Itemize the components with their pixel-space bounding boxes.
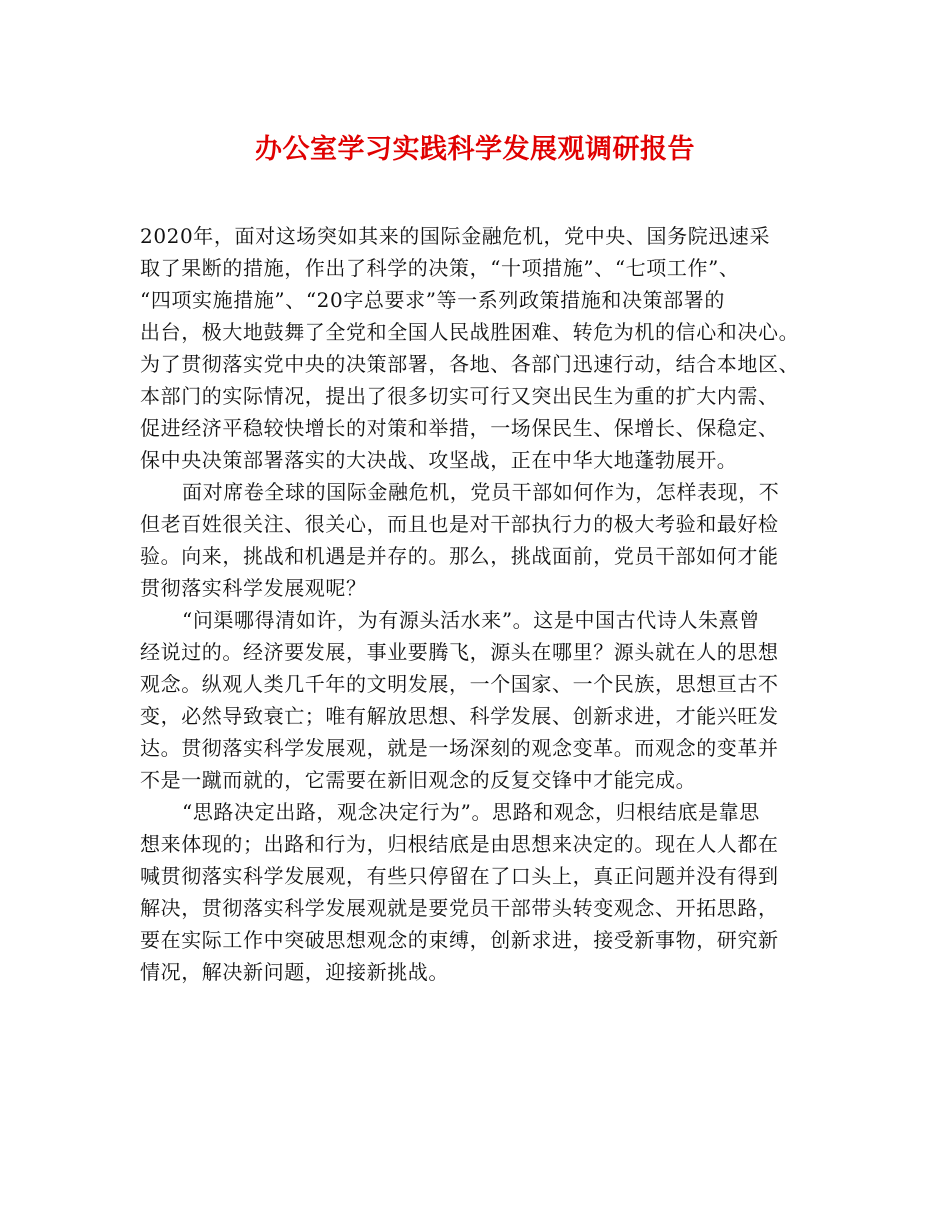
paragraph-line: 但老百姓很关注、很关心，而且也是对干部执行力的极大考验和最好检 [140,512,779,536]
paragraph-line: 本部门的实际情况，提出了很多切实可行又突出民生为重的扩大内需、 [140,384,779,408]
paragraph-line: 解决，贯彻落实科学发展观就是要党员干部带头转变观念、开拓思路， [140,896,779,920]
paragraph-1 [140,220,825,476]
paragraph-line: 想来体现的；出路和行为，归根结底是由思想来决定的。现在人人都在 [140,832,779,856]
paragraph-line: 情况，解决新问题，迎接新挑战。 [140,960,449,984]
paragraph-2 [140,476,825,604]
paragraph-line: 喊贯彻落实科学发展观，有些只停留在了口头上，真正问题并没有得到 [140,864,779,888]
paragraph-line: 出台，极大地鼓舞了全党和全国人民战胜困难、转危为机的信心和决心。 [140,320,800,344]
paragraph-line: “问渠哪得清如许，为有源头活水来”。这是中国古代诗人朱熹曾 [182,608,760,632]
document-body [140,220,825,988]
paragraph-line: 取了果断的措施，作出了科学的决策，“十项措施”、“七项工作”、 [140,256,740,280]
paragraph-line: 变，必然导致衰亡；唯有解放思想、科学发展、创新求进，才能兴旺发 [140,704,779,728]
paragraph-line: 观念。纵观人类几千年的文明发展，一个国家、一个民族，思想亘古不 [140,672,779,696]
paragraph-line: 验。向来，挑战和机遇是并存的。那么，挑战面前，党员干部如何才能 [140,544,779,568]
document-title: 办公室学习实践科学发展观调研报告 [255,134,695,165]
paragraph-4 [140,796,825,988]
paragraph-line: “思路决定出路，观念决定行为”。思路和观念，归根结底是靠思 [182,800,760,824]
paragraph-line: “四项实施措施”、“20字总要求”等一系列政策措施和决策部署的 [140,288,725,312]
paragraph-line: 为了贯彻落实党中央的决策部署，各地、各部门迅速行动，结合本地区、 [140,352,800,376]
paragraph-line: 保中央决策部署落实的大决战、攻坚战，正在中华大地蓬勃展开。 [140,448,738,472]
paragraph-line: 促进经济平稳较快增长的对策和举措，一场保民生、保增长、保稳定、 [140,416,779,440]
paragraph-line: 面对席卷全球的国际金融危机，党员干部如何作为，怎样表现，不 [182,480,780,504]
paragraph-line: 经说过的。经济要发展，事业要腾飞，源头在哪里？源头就在人的思想 [140,640,779,664]
paragraph-line: 2020年，面对这场突如其来的国际金融危机，党中央、国务院迅速采 [140,224,771,248]
paragraph-line: 贯彻落实科学发展观呢？ [140,576,367,600]
paragraph-3 [140,604,825,796]
paragraph-line: 达。贯彻落实科学发展观，就是一场深刻的观念变革。而观念的变革并 [140,736,779,760]
paragraph-line: 要在实际工作中突破思想观念的束缚，创新求进，接受新事物，研究新 [140,928,779,952]
paragraph-line: 不是一蹴而就的，它需要在新旧观念的反复交锋中才能完成。 [140,768,697,792]
